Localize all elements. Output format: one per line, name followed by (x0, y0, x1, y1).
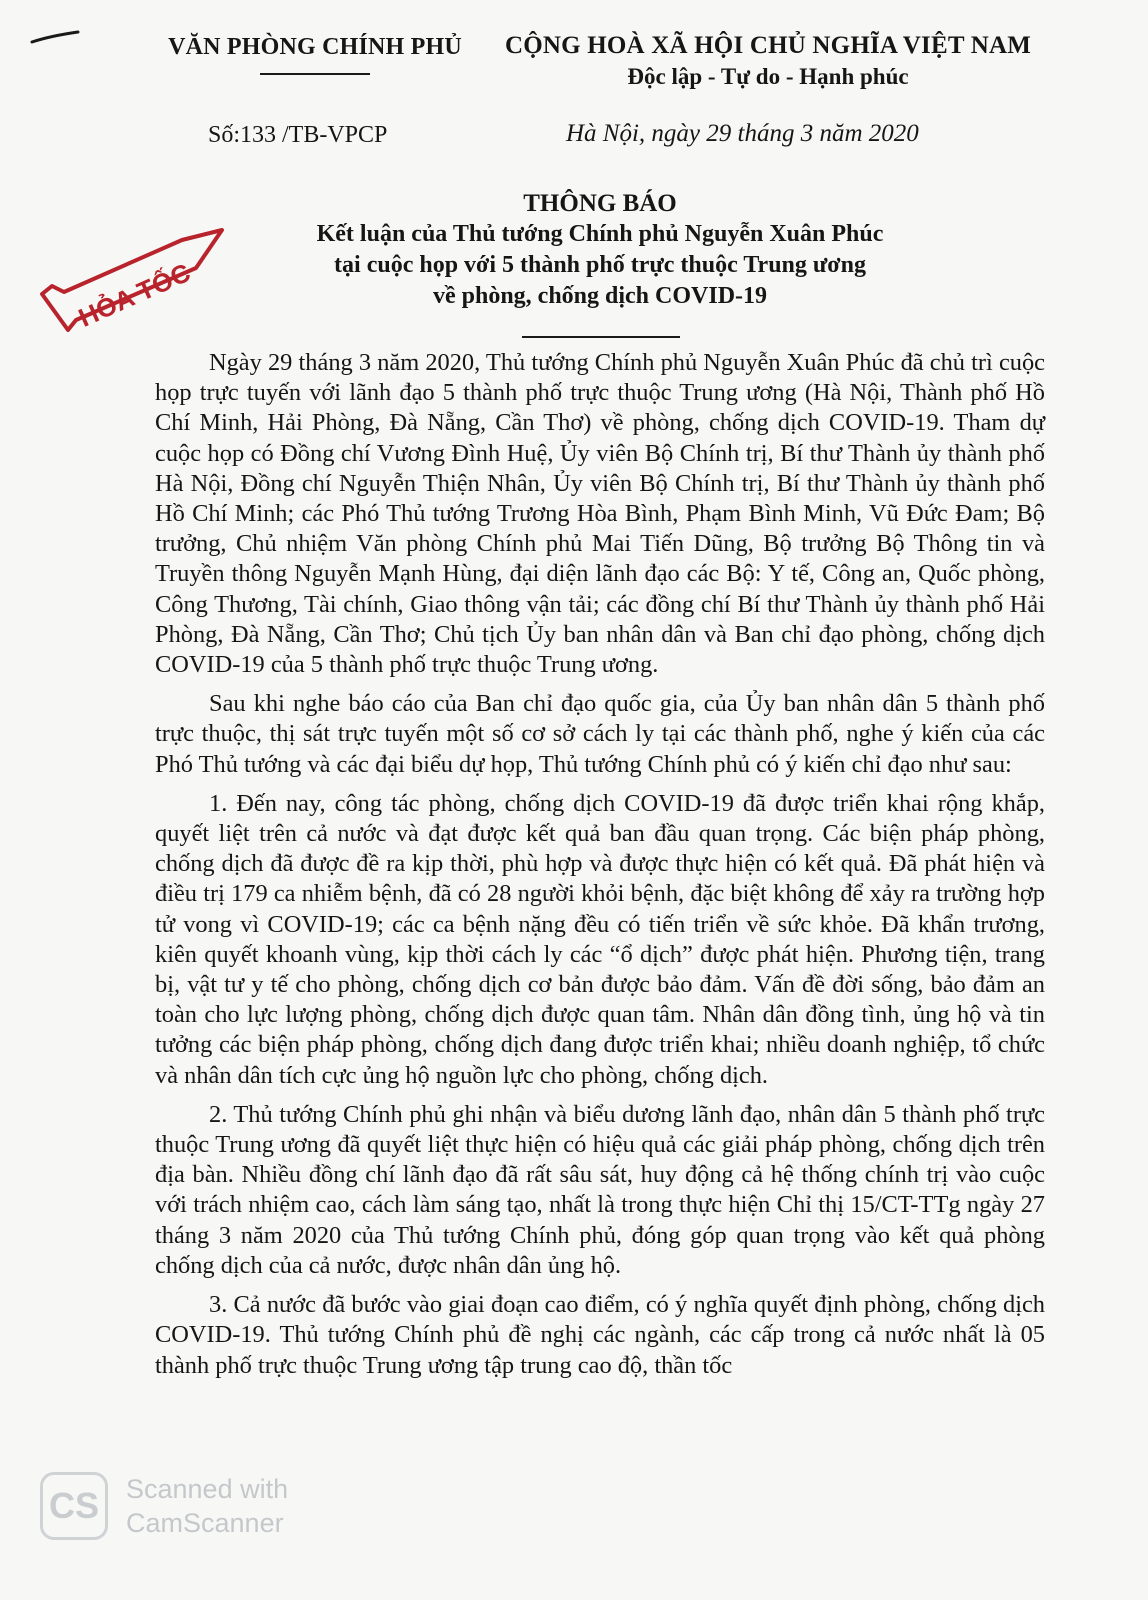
watermark-line-2: CamScanner (126, 1508, 284, 1538)
body-paragraph-item-2: 2. Thủ tướng Chính phủ ghi nhận và biểu dương lãnh đạo, nhân dân 5 thành phố trực thuộc Trung ương đã quyết liệt thực hiện có hiệu quả các giải pháp phòng, chống dịch trên địa bàn. Nhiều đồng chí lãnh đạo đã rất sâu sát, huy động cả hệ thống chính trị vào cuộc với trách nhiệm cao, cách làm sáng tạo, nhất là trong thực hiện Chỉ thị 15/CT-TTg ngày 27 tháng 3 năm 2020 của Thủ tướng Chính phủ, đóng góp quan trọng vào kết quả phòng chống dịch của cả nước, được nhân dân ủng hộ. (155, 1100, 1045, 1279)
camscanner-logo-icon: CS (40, 1472, 108, 1540)
notice-body (155, 348, 1045, 1390)
notice-subtitle-line-1: Kết luận của Thủ tướng Chính phủ Nguyễn Xuân Phúc (316, 221, 884, 247)
issuing-agency-block (150, 34, 480, 75)
national-title: CỘNG HOÀ XÃ HỘI CHỦ NGHĨA VIỆT NAM (504, 32, 1032, 59)
pen-mark (30, 30, 80, 44)
body-paragraph-intro: Ngày 29 tháng 3 năm 2020, Thủ tướng Chính phủ Nguyễn Xuân Phúc đã chủ trì cuộc họp trực tuyến với lãnh đạo 5 thành phố trực thuộc Trung ương (Hà Nội, Thành phố Hồ Chí Minh, Hải Phòng, Đà Nẵng, Cần Thơ) về phòng, chống dịch COVID-19. Tham dự cuộc họp có Đồng chí Vương Đình Huệ, Ủy viên Bộ Chính trị, Bí thư Thành ủy thành phố Hà Nội, Đồng chí Nguyễn Thiện Nhân, Ủy viên Bộ Chính trị, Bí thư Thành ủy thành phố Hồ Chí Minh; các Phó Thủ tướng Trương Hòa Bình, Phạm Bình Minh, Vũ Đức Đam; Bộ trưởng, Chủ nhiệm Văn phòng Chính phủ Mai Tiến Dũng, Bộ trưởng Bộ Thông tin và Truyền thông Nguyễn Mạnh Hùng, đại diện lãnh đạo các Bộ: Y tế, Công an, Quốc phòng, Công Thương, Tài chính, Giao thông vận tải; các đồng chí Bí thư Thành ủy thành phố Hải Phòng, Đà Nẵng, Cần Thơ; Chủ tịch Ủy ban nhân dân và Ban chỉ đạo phòng, chống dịch COVID-19 của 5 thành phố trực thuộc Trung ương. (155, 349, 1045, 679)
document-number: Số:133 /TB-VPCP (208, 122, 388, 148)
notice-subtitle-line-2: tại cuộc họp với 5 thành phố trực thuộc Trung ương (334, 252, 866, 278)
camscanner-watermark (40, 1472, 340, 1544)
body-paragraph-item-3: 3. Cả nước đã bước vào giai đoạn cao điểm, có ý nghĩa quyết định phòng, chống dịch COVID-19. Thủ tướng Chính phủ đề nghị các ngành, các cấp trong cả nước nhất là 05 thành phố trực thuộc Trung ương tập trung cao độ, thần tốc (155, 1291, 1045, 1379)
body-paragraph-item-1: 1. Đến nay, công tác phòng, chống dịch COVID-19 đã được triển khai rộng khắp, quyết liệt trên cả nước và đạt được kết quả ban đầu quan trọng. Các biện pháp phòng, chống dịch đã được đề ra kịp thời, phù hợp và được thực hiện có kết quả. Đã phát hiện và điều trị 179 ca nhiễm bệnh, đã có 28 người khỏi bệnh, đặc biệt không để xảy ra trường hợp tử vong vì COVID-19; các ca bệnh nặng đều có tiến triển về sức khỏe. Đã khẩn trương, kiên quyết khoanh vùng, kịp thời cách ly các “ổ dịch” được phát hiện. Phương tiện, trang bị, vật tư y tế cho phòng, chống dịch cơ bản được bảo đảm. Vấn đề đời sống, bảo đảm an toàn cho lực lượng phòng, chống dịch được quan tâm. Nhân dân đồng tình, ủng hộ và tin tưởng các biện pháp phòng, chống dịch đang được triển khai; nhiều doanh nghiệp, tổ chức và nhân dân tích cực ủng hộ nguồn lực cho phòng, chống dịch. (155, 789, 1045, 1089)
national-header (488, 32, 1048, 90)
title-underline (522, 336, 680, 338)
body-paragraph-context: Sau khi nghe báo cáo của Ban chỉ đạo quốc gia, của Ủy ban nhân dân 5 thành phố trực thuộc, thị sát trực tuyến một số cơ sở cách ly tại các thành phố, nghe ý kiến của các Phó Thủ tướng và các đại biểu dự họp, Thủ tướng Chính phủ có ý kiến chỉ đạo như sau: (155, 690, 1045, 778)
watermark-line-1: Scanned with (126, 1474, 289, 1504)
place-and-date: Hà Nội, ngày 29 tháng 3 năm 2020 (566, 120, 919, 147)
notice-title-block (250, 188, 950, 312)
stamp-label: HỎA TỐC (73, 257, 195, 333)
issuing-agency: VĂN PHÒNG CHÍNH PHỦ (168, 34, 462, 60)
notice-title: THÔNG BÁO (523, 190, 677, 217)
urgent-stamp (36, 224, 232, 348)
notice-subtitle-line-3: về phòng, chống dịch COVID-19 (432, 283, 768, 309)
watermark-text (126, 1472, 288, 1540)
national-motto: Độc lập - Tự do - Hạnh phúc (627, 64, 909, 89)
agency-underline (260, 73, 370, 75)
